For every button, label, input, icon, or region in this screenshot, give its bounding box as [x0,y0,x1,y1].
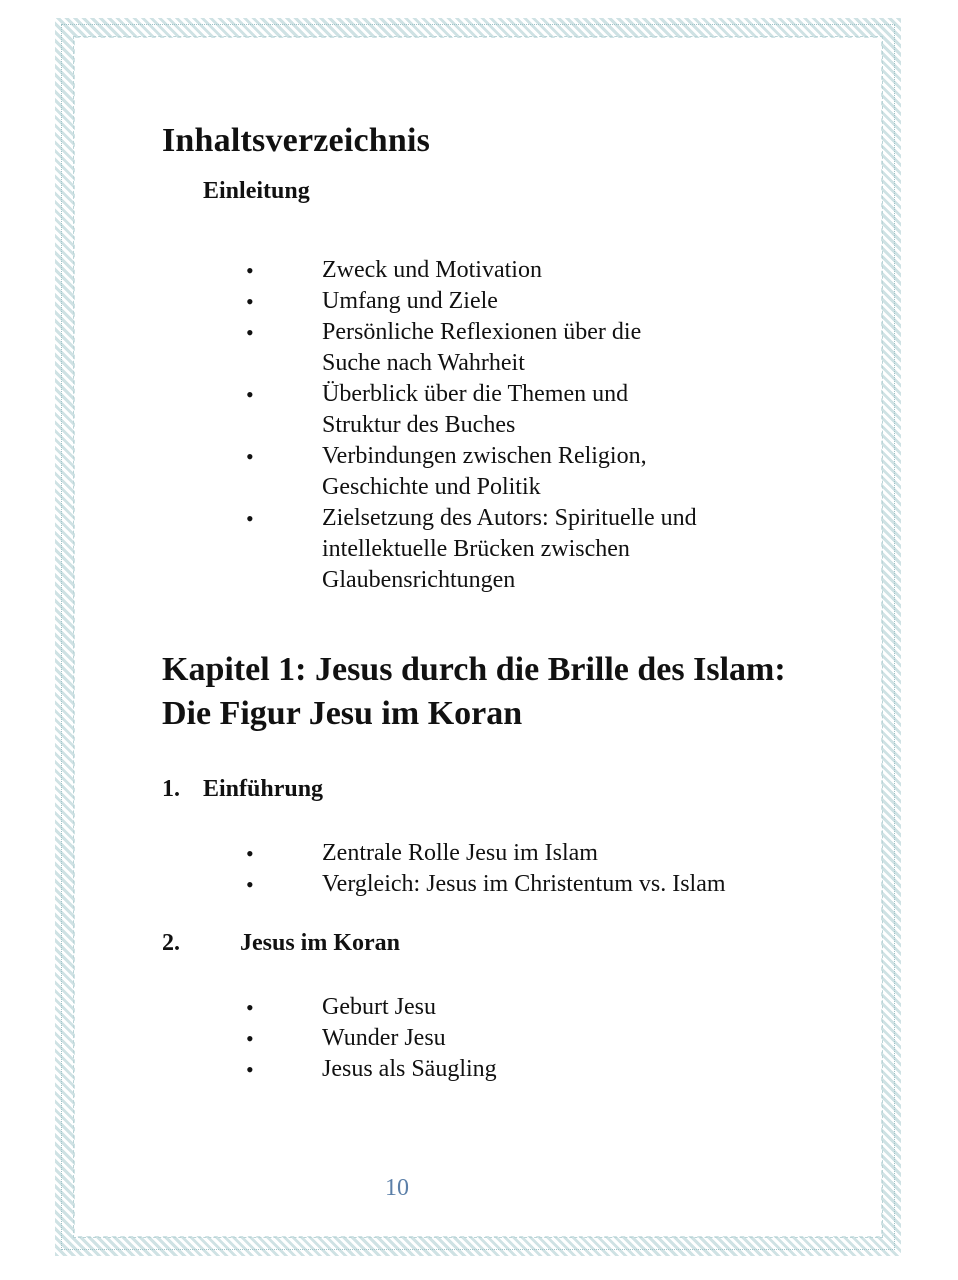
list-item: • Zweck und Motivation [246,255,786,286]
list-item: • Zentrale Rolle Jesu im Islam [246,838,786,869]
list-item: • Zielsetzung des Autors: Spirituelle und intellektuelle Brücken zwischen Glaubensrichtungen [246,505,697,593]
bullet-icon: • [246,1026,254,1051]
page-number: 10 [385,1175,409,1201]
bullet-icon: • [246,320,254,345]
bullet-icon: • [246,841,254,866]
list-item: • Überblick über die Themen und Struktur des Buches [246,381,629,438]
section-2-list [246,992,786,1085]
list-item: • Jesus als Säugling [246,1054,786,1085]
section-label: Einführung [203,776,324,802]
introduction-heading: Einleitung [203,178,310,204]
bullet-icon: • [246,382,254,407]
list-item: • Verbindungen zwischen Religion, Geschichte und Politik [246,443,647,500]
section-label: Jesus im Koran [240,930,401,956]
chapter-title: Kapitel 1: Jesus durch die Brille des Islam: Die Figur Jesu im Koran [162,651,786,732]
bullet-icon: • [246,258,254,283]
bullet-icon: • [246,289,254,314]
page-title: Inhaltsverzeichnis [162,122,431,159]
bullet-icon: • [246,872,254,897]
bullet-icon: • [246,995,254,1020]
list-item: • Geburt Jesu [246,992,786,1023]
list-item: • Wunder Jesu [246,1023,786,1054]
list-item: • Vergleich: Jesus im Christentum vs. Islam [246,869,786,900]
bullet-icon: • [246,506,254,531]
list-item: • Umfang und Ziele [246,286,786,317]
section-number: 2. [162,930,180,956]
list-item: • Persönliche Reflexionen über die Suche nach Wahrheit [246,319,642,376]
section-1-list [246,838,786,900]
section-number: 1. [162,776,180,802]
bullet-icon: • [246,444,254,469]
introduction-list [246,255,786,596]
bullet-icon: • [246,1057,254,1082]
